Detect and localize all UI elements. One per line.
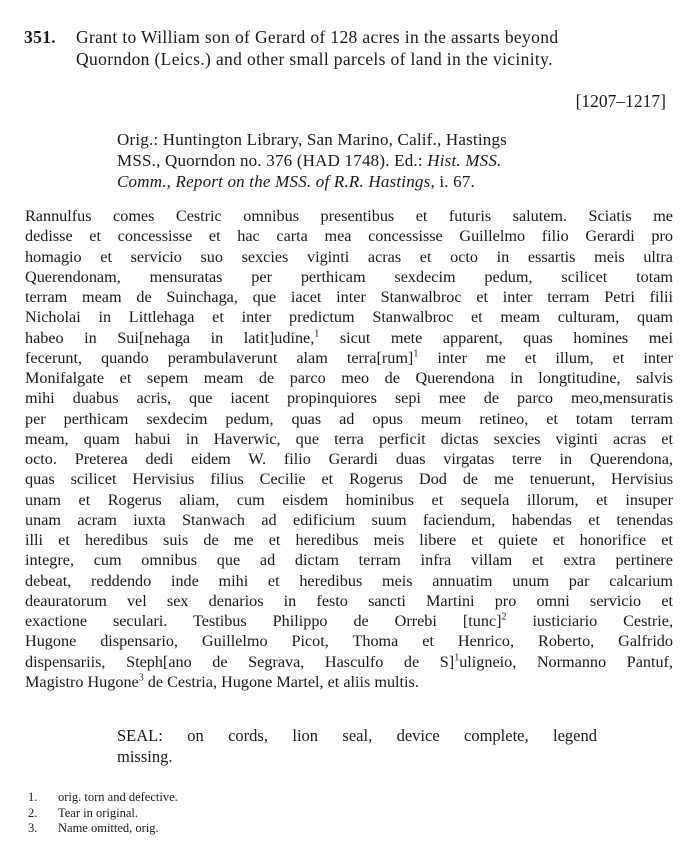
footnote-text: Tear in original. [58,805,138,820]
charter-line-part: sicut mete apparent, quas homines mei [339,328,673,347]
charter-line [25,652,673,672]
footnote-mark: 2 [501,611,507,623]
charter-line: unam et Rogerus aliam, cum eisdem hominibus et sequela illorum, et insuper [25,490,673,509]
charter-line: homagio et servicio suo sexcies viginti acras et octo in essartis meis ultra [25,247,673,266]
charter-line-part: de Cestria, Hugone Martel, et aliis multis. [147,672,419,691]
charter-line-part: fecerunt, quando perambulaverunt alam terra[rum] [25,348,414,367]
charter-line-part: exactione seculari. Testibus Philippo de Orrebi [tunc] [25,612,502,630]
entry-number: 351. [24,27,57,47]
entry-date: [1207–1217] [575,91,666,111]
entry-title-line-2: Quorndon (Leics.) and other small parcels of land in the vicinity. [76,49,553,69]
footnote-number: 3. [28,821,38,835]
footnote-number: 2. [28,805,38,820]
charter-line: Nicholai in Littlehaga et inter predictum Stanwalbroc et meam culturam, quam [25,308,673,327]
charter-line: quas scilicet Hervisius filius Cecilie et Rogerus Dod de me tenuerunt, Hervisius [25,470,673,489]
charter-line: illi et heredibus suis de me et heredibus meis libere et quiete et honorifice et [25,531,673,549]
charter-line-part: inter me et illum, et inter [437,348,673,367]
charter-line: Querendonam, mensuratas per perthicam sexdecim pedum, scilicet totam [25,267,673,286]
charter-line: unam acram iuxta Stanwach ad edificium suum faciendum, habendas et tenendas [25,510,673,529]
charter-text [25,206,673,692]
seal-description [117,725,597,767]
entry-heading [24,26,670,70]
charter-line: mihi duabus acris, que iacent propinquiores sepi mee de parco meo,mensuratis [25,389,673,408]
seal-line-2: missing. [117,747,173,766]
charter-line: Hugone dispensario, Guillelmo Picot, Thoma et Henrico, Roberto, Galfrido [25,632,673,651]
charter-line: meam, quam habui in Haverwic, que terra perficit dictas sexcies viginti acras et [25,429,673,448]
charter-line: terram meam de Suinchaga, que iacet inter Stanwalbroc et inter terram Petri filii [25,288,673,306]
charter-line: dedisse et concessisse et hac carta mea concessisse Guillelmo filio Gerardi pro [25,227,673,246]
source-line-3-text: , i. 67. [430,172,476,191]
footnote-text: Name omitted, orig. [58,821,159,835]
entry-title-line-1 [24,26,670,48]
charter-line [25,672,673,692]
charter-line: per perthicam sexdecim pedum, quas ad opus meum retineo, et totam terram [25,409,673,428]
charter-line: integre, cum omnibus que ad dictam terram infra villam et extra pertinere [25,551,673,570]
source-citation [117,129,657,192]
charter-line: Rannulfus comes Cestric omnibus presentibus et futuris salutem. Sciatis me [25,207,673,225]
charter-line [25,611,673,631]
footnotes [28,790,178,837]
charter-line-part: Magistro Hugone [25,672,139,691]
source-line-2 [117,150,657,171]
charter-line [25,348,673,368]
footnote-item [28,821,178,837]
seal-line-1: SEAL: on cords, lion seal, device complete, legend [117,726,597,745]
entry-title-text-1: Grant to William son of Gerard of 128 acres in the assarts beyond [76,27,559,47]
charter-line: octo. Preterea dedi eidem W. filio Gerardi duas virgatas terre in Querendona, [25,450,673,468]
footnote-mark: 1 [454,652,460,664]
footnote-item [28,790,178,806]
charter-line: deauratorum vel sex denarios in festo sancti Martini pro omni servicio et [25,591,673,610]
footnote-number: 1. [28,790,38,804]
footnote-mark: 1 [413,348,419,360]
charter-line-part: dispensariis, Steph[ano de Segrava, Hasculfo de S] [25,652,455,671]
charter-line-part: habeo in Sui[nehaga in latit]udine, [25,328,315,347]
charter-line-part: iusticiario Cestrie, [532,612,673,630]
charter-line: debeat, reddendo inde mihi et heredibus meis annuatim unum par calcarium [25,571,673,590]
footnote-mark: 3 [138,672,144,684]
source-line-3 [117,171,657,192]
charter-line [25,328,673,348]
source-line-2-italic: Hist. MSS. [427,151,502,170]
source-line-3-italic: Comm., Report on the MSS. of R.R. Hastings [117,172,431,191]
charter-line: Monifalgate et sepem meam de parco meo de Querendona in longtitudine, salvis [25,369,673,387]
footnote-item [28,806,178,822]
charter-line-part: uligneio, Normanno Pantuf, [459,652,673,671]
footnote-mark: 1 [314,328,320,340]
source-line-2-text: MSS., Quorndon no. 376 (HAD 1748). Ed.: [117,151,428,170]
source-line-1: Orig.: Huntington Library, San Marino, Calif., Hastings [117,130,507,149]
footnote-text: orig. torn and defective. [58,790,178,804]
